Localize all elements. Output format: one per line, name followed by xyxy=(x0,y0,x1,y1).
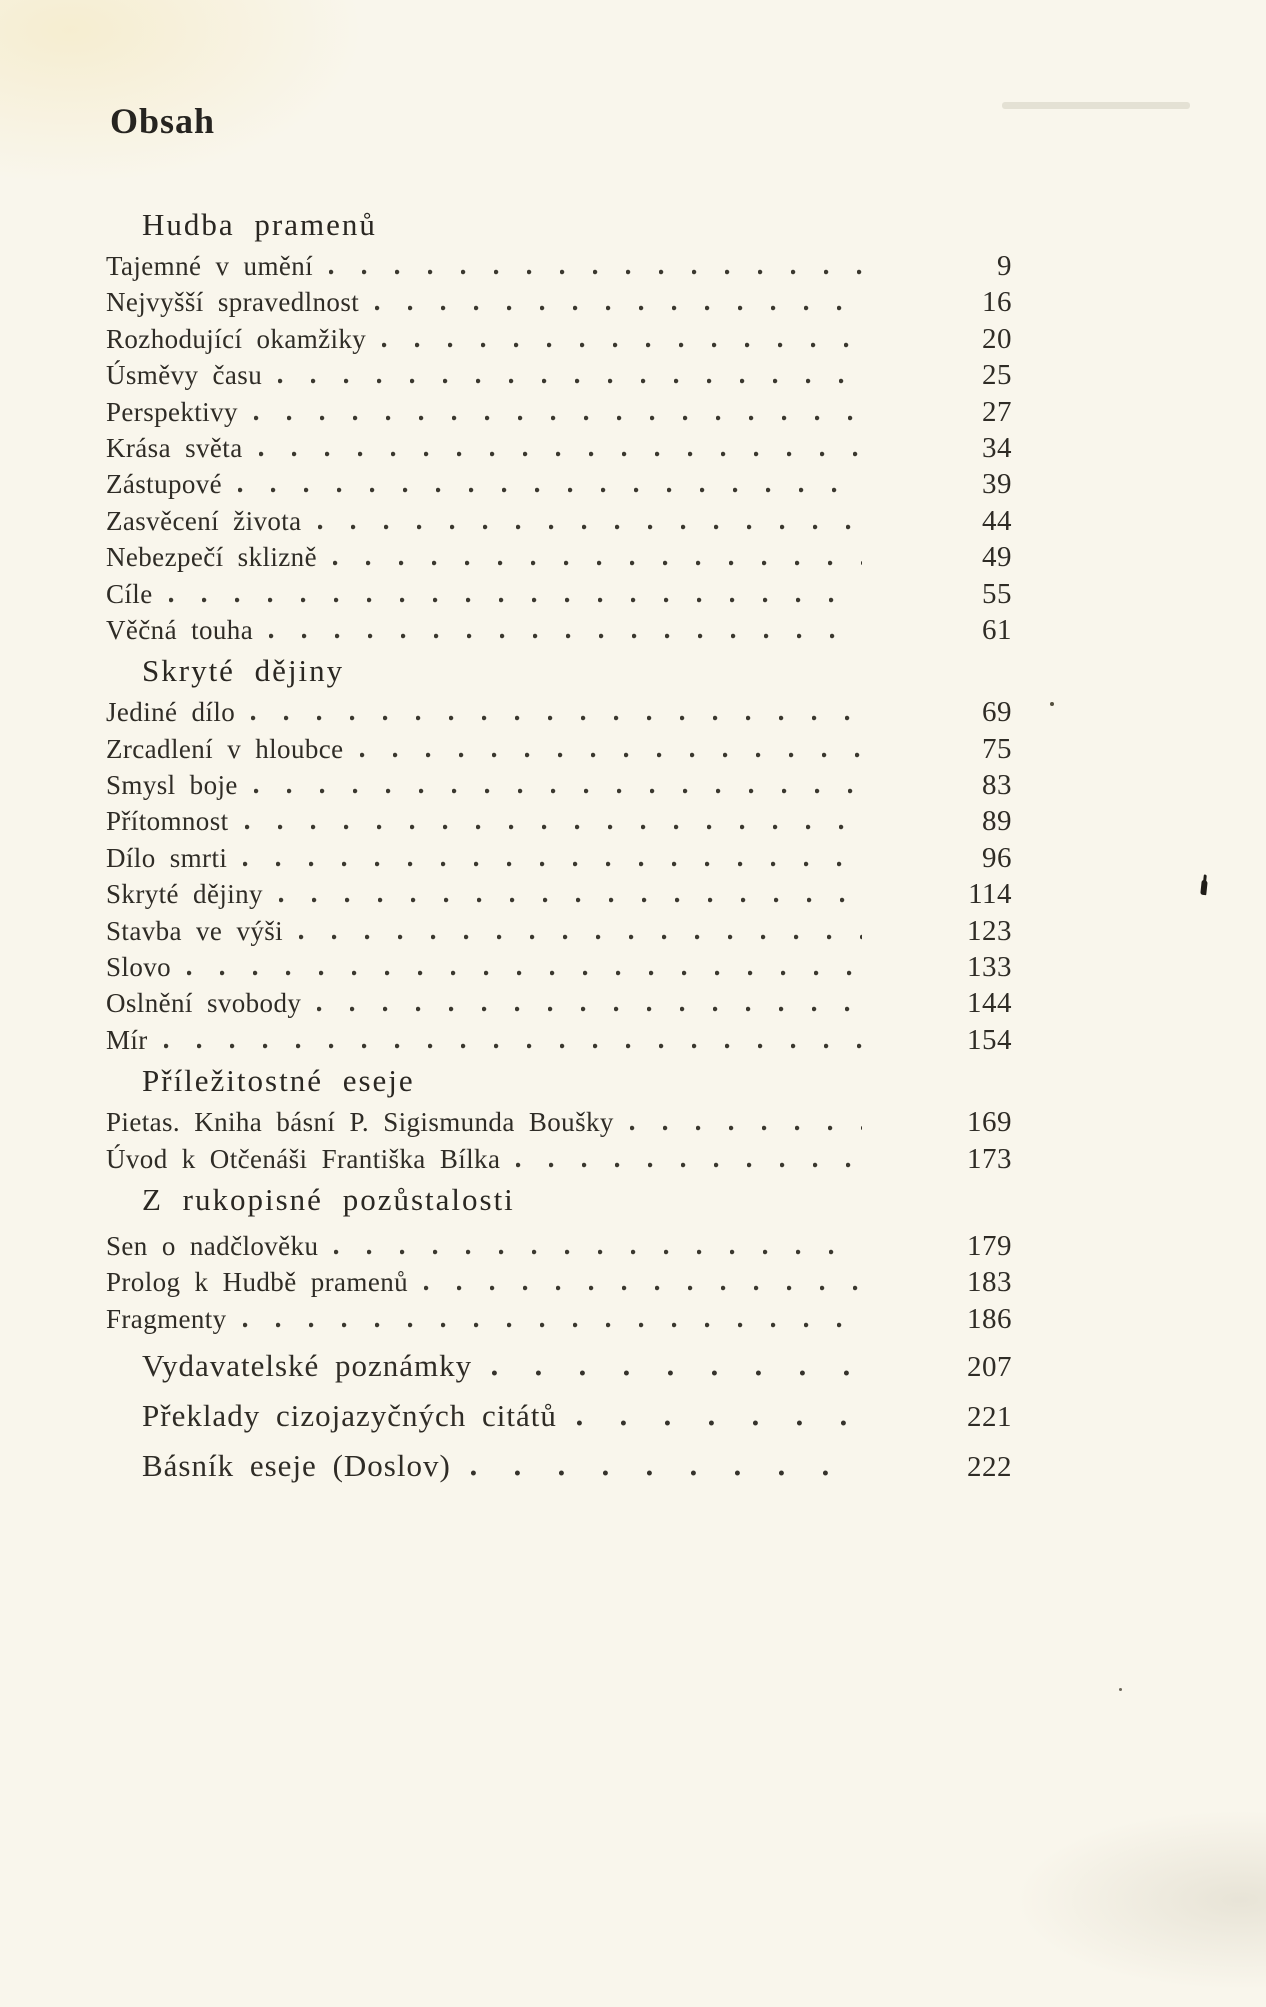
dot-leader-icon xyxy=(164,1043,862,1049)
toc-entry xyxy=(106,949,1012,985)
entry-title: Oslnění svobody xyxy=(106,988,302,1019)
section-entries xyxy=(106,248,1012,648)
entry-title: Krása světa xyxy=(106,432,243,463)
dot-leader-icon xyxy=(360,752,862,758)
entry-page-number: 186 xyxy=(967,1302,1012,1335)
scanned-book-page xyxy=(0,102,1266,2007)
dot-leader-icon xyxy=(375,305,862,311)
page-title: Obsah xyxy=(110,101,216,141)
entry-page-number: 207 xyxy=(967,1351,1012,1384)
toc-entry xyxy=(106,1301,1012,1337)
toc-entry xyxy=(106,1228,1012,1264)
entry-page-number: 49 xyxy=(982,541,1012,574)
toc-entry xyxy=(106,1441,1012,1491)
toc-entry xyxy=(106,840,1012,876)
entry-title: Překlady cizojazyčných citátů xyxy=(142,1398,557,1434)
entry-title: Přítomnost xyxy=(106,806,229,837)
entry-page-number: 89 xyxy=(982,805,1012,838)
entry-title: Cíle xyxy=(106,578,153,609)
section-entries xyxy=(106,1228,1012,1337)
section-entries xyxy=(106,1104,1012,1177)
section-heading: Hudba pramenů xyxy=(142,207,377,242)
scan-speck xyxy=(1050,702,1054,706)
entry-page-number: 222 xyxy=(967,1451,1012,1484)
entry-page-number: 154 xyxy=(967,1023,1012,1056)
dot-leader-icon xyxy=(251,715,862,721)
entry-title: Zástupové xyxy=(106,469,223,500)
entry-title: Nebezpečí sklizně xyxy=(106,542,317,573)
toc-entry xyxy=(106,1141,1012,1177)
dot-leader-icon xyxy=(299,934,862,940)
entry-page-number: 123 xyxy=(967,914,1012,947)
toc-section xyxy=(106,1058,1012,1177)
toc-section xyxy=(106,648,1012,1058)
toc-entry xyxy=(106,913,1012,949)
toc-entry xyxy=(106,321,1012,357)
entry-page-number: 183 xyxy=(967,1266,1012,1299)
entry-page-number: 179 xyxy=(967,1229,1012,1262)
dot-leader-icon xyxy=(245,824,862,830)
toc-section xyxy=(106,1177,1012,1337)
entry-page-number: 27 xyxy=(982,395,1012,428)
entry-page-number: 34 xyxy=(982,431,1012,464)
entry-title: Sen o nadčlověku xyxy=(106,1230,319,1261)
entry-title: Slovo xyxy=(106,952,172,983)
dot-leader-icon xyxy=(238,487,862,493)
scan-speck xyxy=(1119,1688,1122,1691)
toc-entry xyxy=(106,1022,1012,1058)
entry-title: Zrcadlení v hloubce xyxy=(106,733,344,764)
toc-entry xyxy=(106,503,1012,539)
toc-entry xyxy=(106,803,1012,839)
entry-title: Fragmenty xyxy=(106,1303,227,1334)
entry-title: Stavba ve výši xyxy=(106,915,284,946)
dot-leader-icon xyxy=(254,788,862,794)
toc-entry xyxy=(106,539,1012,575)
toc-entry xyxy=(106,876,1012,912)
entry-page-number: 114 xyxy=(968,878,1012,911)
entry-title: Dílo smrti xyxy=(106,842,228,873)
toc-entry xyxy=(106,576,1012,612)
toc-entry xyxy=(106,767,1012,803)
entry-title: Nejvyšší spravedlnost xyxy=(106,287,360,318)
entry-page-number: 9 xyxy=(997,250,1012,282)
dot-leader-icon xyxy=(630,1125,862,1131)
entry-page-number: 61 xyxy=(982,613,1012,646)
dot-leader-icon xyxy=(269,633,862,639)
entry-page-number: 169 xyxy=(967,1106,1012,1139)
toc-entry xyxy=(106,612,1012,648)
scan-streak-artifact xyxy=(1002,102,1190,109)
entry-title: Vydavatelské poznámky xyxy=(142,1348,473,1384)
toc-entry xyxy=(106,394,1012,430)
dot-leader-icon xyxy=(318,524,862,530)
entry-title: Prolog k Hudbě pramenů xyxy=(106,1267,409,1298)
toc-entry xyxy=(106,1104,1012,1140)
dot-leader-icon xyxy=(382,342,862,348)
toc-entry xyxy=(106,466,1012,502)
entry-page-number: 44 xyxy=(982,504,1012,537)
dot-leader-icon xyxy=(577,1420,858,1426)
entry-title: Pietas. Kniha básní P. Sigismunda Boušky xyxy=(106,1107,614,1138)
dot-leader-icon xyxy=(424,1285,862,1291)
entry-title: Mír xyxy=(106,1024,148,1055)
entry-title: Perspektivy xyxy=(106,396,238,427)
entry-page-number: 16 xyxy=(982,286,1012,319)
dot-leader-icon xyxy=(169,597,862,603)
dot-leader-icon xyxy=(333,560,862,566)
toc-section xyxy=(106,202,1012,648)
entry-title: Smysl boje xyxy=(106,770,238,801)
entry-title: Tajemné v umění xyxy=(106,251,314,281)
entry-title: Jediné dílo xyxy=(106,697,236,728)
toc-entry xyxy=(106,985,1012,1021)
entry-page-number: 221 xyxy=(967,1401,1012,1434)
dot-leader-icon xyxy=(243,1322,862,1328)
entry-title: Zasvěcení života xyxy=(106,505,302,536)
dot-leader-icon xyxy=(254,415,862,421)
dot-leader-icon xyxy=(516,1162,862,1168)
entry-page-number: 69 xyxy=(982,696,1012,729)
entry-page-number: 25 xyxy=(982,359,1012,392)
dot-leader-icon xyxy=(187,970,862,976)
toc-entry xyxy=(106,1341,1012,1391)
entry-page-number: 144 xyxy=(967,987,1012,1020)
entry-page-number: 75 xyxy=(982,732,1012,765)
entry-title: Skryté dějiny xyxy=(106,879,263,910)
back-matter xyxy=(106,1341,1012,1491)
entry-page-number: 83 xyxy=(982,769,1012,802)
entry-title: Úsměvy času xyxy=(106,360,263,391)
entry-page-number: 39 xyxy=(982,468,1012,501)
entry-title: Věčná touha xyxy=(106,614,254,645)
toc-entry xyxy=(106,1391,1012,1441)
dot-leader-icon xyxy=(243,861,862,867)
section-heading: Příležitostné eseje xyxy=(142,1063,415,1099)
dot-leader-icon xyxy=(317,1006,862,1012)
dot-leader-icon xyxy=(492,1370,858,1376)
toc-entry xyxy=(106,430,1012,466)
dot-leader-icon xyxy=(334,1249,862,1255)
toc-entry xyxy=(106,694,1012,730)
toc-entry xyxy=(106,1264,1012,1300)
dot-leader-icon xyxy=(329,269,862,275)
dot-leader-icon xyxy=(259,451,862,457)
dot-leader-icon xyxy=(278,378,862,384)
dot-leader-icon xyxy=(471,1470,858,1476)
entry-title: Básník eseje (Doslov) xyxy=(142,1448,451,1484)
entry-page-number: 173 xyxy=(967,1142,1012,1175)
toc-entry xyxy=(106,248,1012,284)
dot-leader-icon xyxy=(279,897,862,903)
toc-entry xyxy=(106,284,1012,320)
entry-title: Úvod k Otčenáši Františka Bílka xyxy=(106,1143,501,1174)
section-heading: Skryté dějiny xyxy=(142,653,345,689)
entry-page-number: 96 xyxy=(982,841,1012,874)
entry-page-number: 133 xyxy=(967,951,1012,984)
toc xyxy=(106,202,1012,1491)
entry-title: Rozhodující okamžiky xyxy=(106,323,367,354)
section-entries xyxy=(106,694,1012,1058)
toc-entry xyxy=(106,731,1012,767)
entry-page-number: 20 xyxy=(982,322,1012,355)
stray-ink-mark xyxy=(1200,880,1208,896)
entry-page-number: 55 xyxy=(982,577,1012,610)
toc-entry xyxy=(106,357,1012,393)
section-heading: Z rukopisné pozůstalosti xyxy=(142,1181,515,1217)
